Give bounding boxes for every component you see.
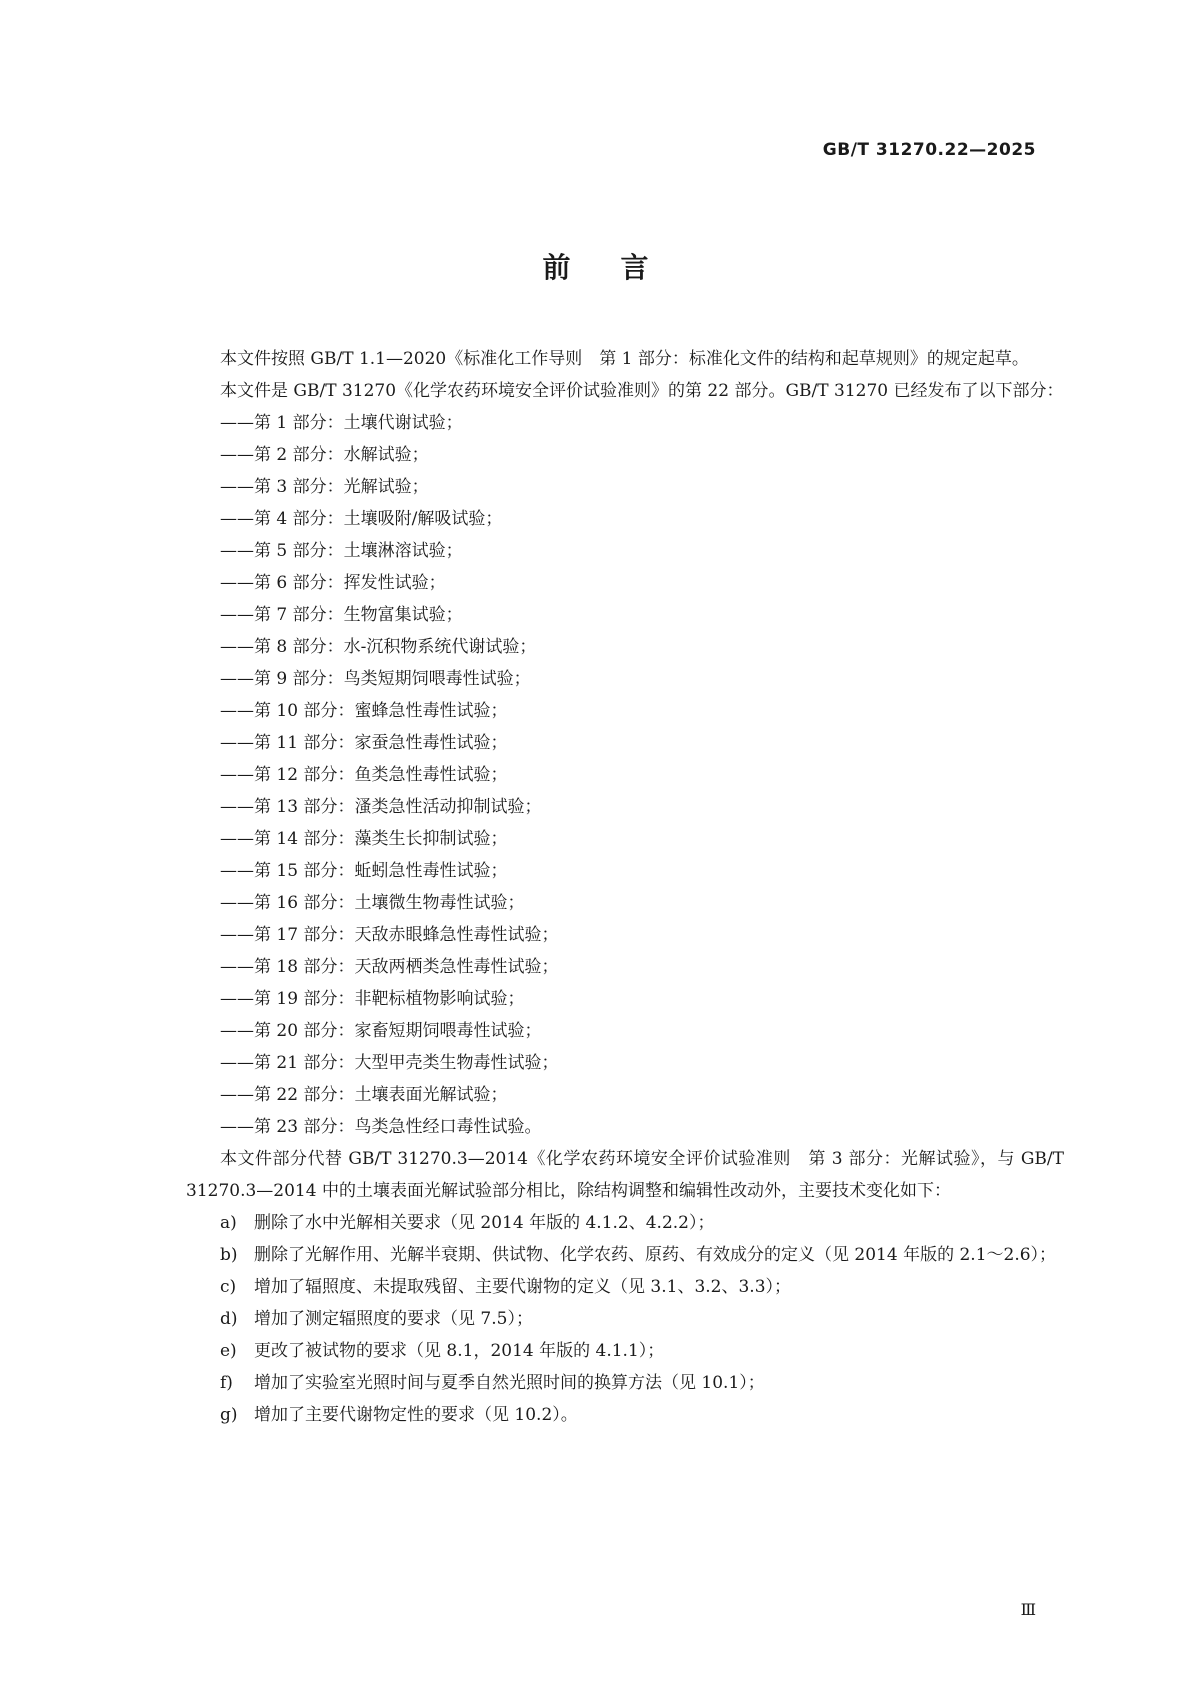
list-item-text: 增加了实验室光照时间与夏季自然光照时间的换算方法（见 10.1）；: [254, 1373, 765, 1393]
list-marker: f): [220, 1373, 233, 1393]
list-item: ——第 21 部分：大型甲壳类生物毒性试验；: [220, 1053, 559, 1073]
list-item: ——第 13 部分：溞类急性活动抑制试验；: [220, 797, 542, 817]
document-code: GB/T 31270.22—2025: [822, 140, 1036, 160]
paragraph-drafting-rules: 本文件按照 GB/T 1.1—2020《标准化工作导则 第 1 部分：标准化文件的结构和起草规则》的规定起草。: [220, 349, 1029, 369]
list-item: ——第 7 部分：生物富集试验；: [220, 605, 463, 625]
list-item: ——第 6 部分：挥发性试验；: [220, 573, 446, 593]
list-item: [186, 1207, 1064, 1239]
list-item: ——第 19 部分：非靶标植物影响试验；: [220, 989, 525, 1009]
list-item: ——第 2 部分：水解试验；: [220, 445, 429, 465]
list-marker: c): [220, 1277, 237, 1297]
list-marker: b): [220, 1245, 238, 1265]
list-item-text: 更改了被试物的要求（见 8.1，2014 年版的 4.1.1）；: [254, 1341, 665, 1361]
list-item: ——第 23 部分：鸟类急性经口毒性试验。: [220, 1117, 542, 1137]
page-number: Ⅲ: [1020, 1600, 1036, 1619]
list-item: ——第 1 部分：土壤代谢试验；: [220, 413, 463, 433]
list-item: [186, 1239, 1064, 1271]
list-item-text: 增加了测定辐照度的要求（见 7.5）；: [254, 1309, 533, 1329]
list-item: ——第 10 部分：蜜蜂急性毒性试验；: [220, 701, 508, 721]
list-item: [186, 1303, 1064, 1335]
list-marker: d): [220, 1309, 238, 1329]
list-item: ——第 3 部分：光解试验；: [220, 477, 429, 497]
list-item-text: 增加了主要代谢物定性的要求（见 10.2）。: [254, 1405, 578, 1425]
list-item: ——第 9 部分：鸟类短期饲喂毒性试验；: [220, 669, 531, 689]
list-item: [186, 1335, 1064, 1367]
list-item: ——第 12 部分：鱼类急性毒性试验；: [220, 765, 508, 785]
list-marker: e): [220, 1341, 237, 1361]
list-item-text: 增加了辐照度、未提取残留、主要代谢物的定义（见 3.1、3.2、3.3）；: [254, 1277, 792, 1297]
foreword-body: [186, 343, 1064, 1431]
list-item-text: 删除了水中光解相关要求（见 2014 年版的 4.1.2、4.2.2）；: [254, 1213, 715, 1233]
list-marker: g): [220, 1405, 238, 1425]
list-item: ——第 8 部分：水-沉积物系统代谢试验；: [220, 637, 537, 657]
list-item: [186, 1399, 1064, 1431]
list-item: ——第 18 部分：天敌两栖类急性毒性试验；: [220, 957, 559, 977]
list-item: [186, 1271, 1064, 1303]
technical-changes-list: [186, 1207, 1064, 1431]
published-parts-list: [186, 407, 1064, 1143]
list-item: ——第 14 部分：藻类生长抑制试验；: [220, 829, 508, 849]
paragraph-replacement-note: 本文件部分代替 GB/T 31270.3—2014《化学农药环境安全评价试验准则 第 3 部分：光解试验》，与 GB/T 31270.3—2014 中的土壤表面光解试验部分相比，除结构调整和编辑性改动外，主要技术变化如下：: [186, 1149, 1064, 1201]
list-item: ——第 20 部分：家畜短期饲喂毒性试验；: [220, 1021, 542, 1041]
paragraph-series-intro: 本文件是 GB/T 31270《化学农药环境安全评价试验准则》的第 22 部分。GB/T 31270 已经发布了以下部分：: [220, 381, 1064, 401]
list-item: [186, 1367, 1064, 1399]
list-item: ——第 16 部分：土壤微生物毒性试验；: [220, 893, 525, 913]
list-item: ——第 11 部分：家蚕急性毒性试验；: [220, 733, 508, 753]
list-item: ——第 5 部分：土壤淋溶试验；: [220, 541, 463, 561]
list-item-text: 删除了光解作用、光解半衰期、供试物、化学农药、原药、有效成分的定义（见 2014 年版的 2.1～2.6）；: [254, 1245, 1057, 1265]
list-item: ——第 4 部分：土壤吸附/解吸试验；: [220, 509, 503, 529]
list-item: ——第 15 部分：蚯蚓急性毒性试验；: [220, 861, 508, 881]
list-item: ——第 22 部分：土壤表面光解试验；: [220, 1085, 508, 1105]
list-marker: a): [220, 1213, 237, 1233]
page-title: 前言: [542, 251, 699, 284]
list-item: ——第 17 部分：天敌赤眼蜂急性毒性试验；: [220, 925, 559, 945]
